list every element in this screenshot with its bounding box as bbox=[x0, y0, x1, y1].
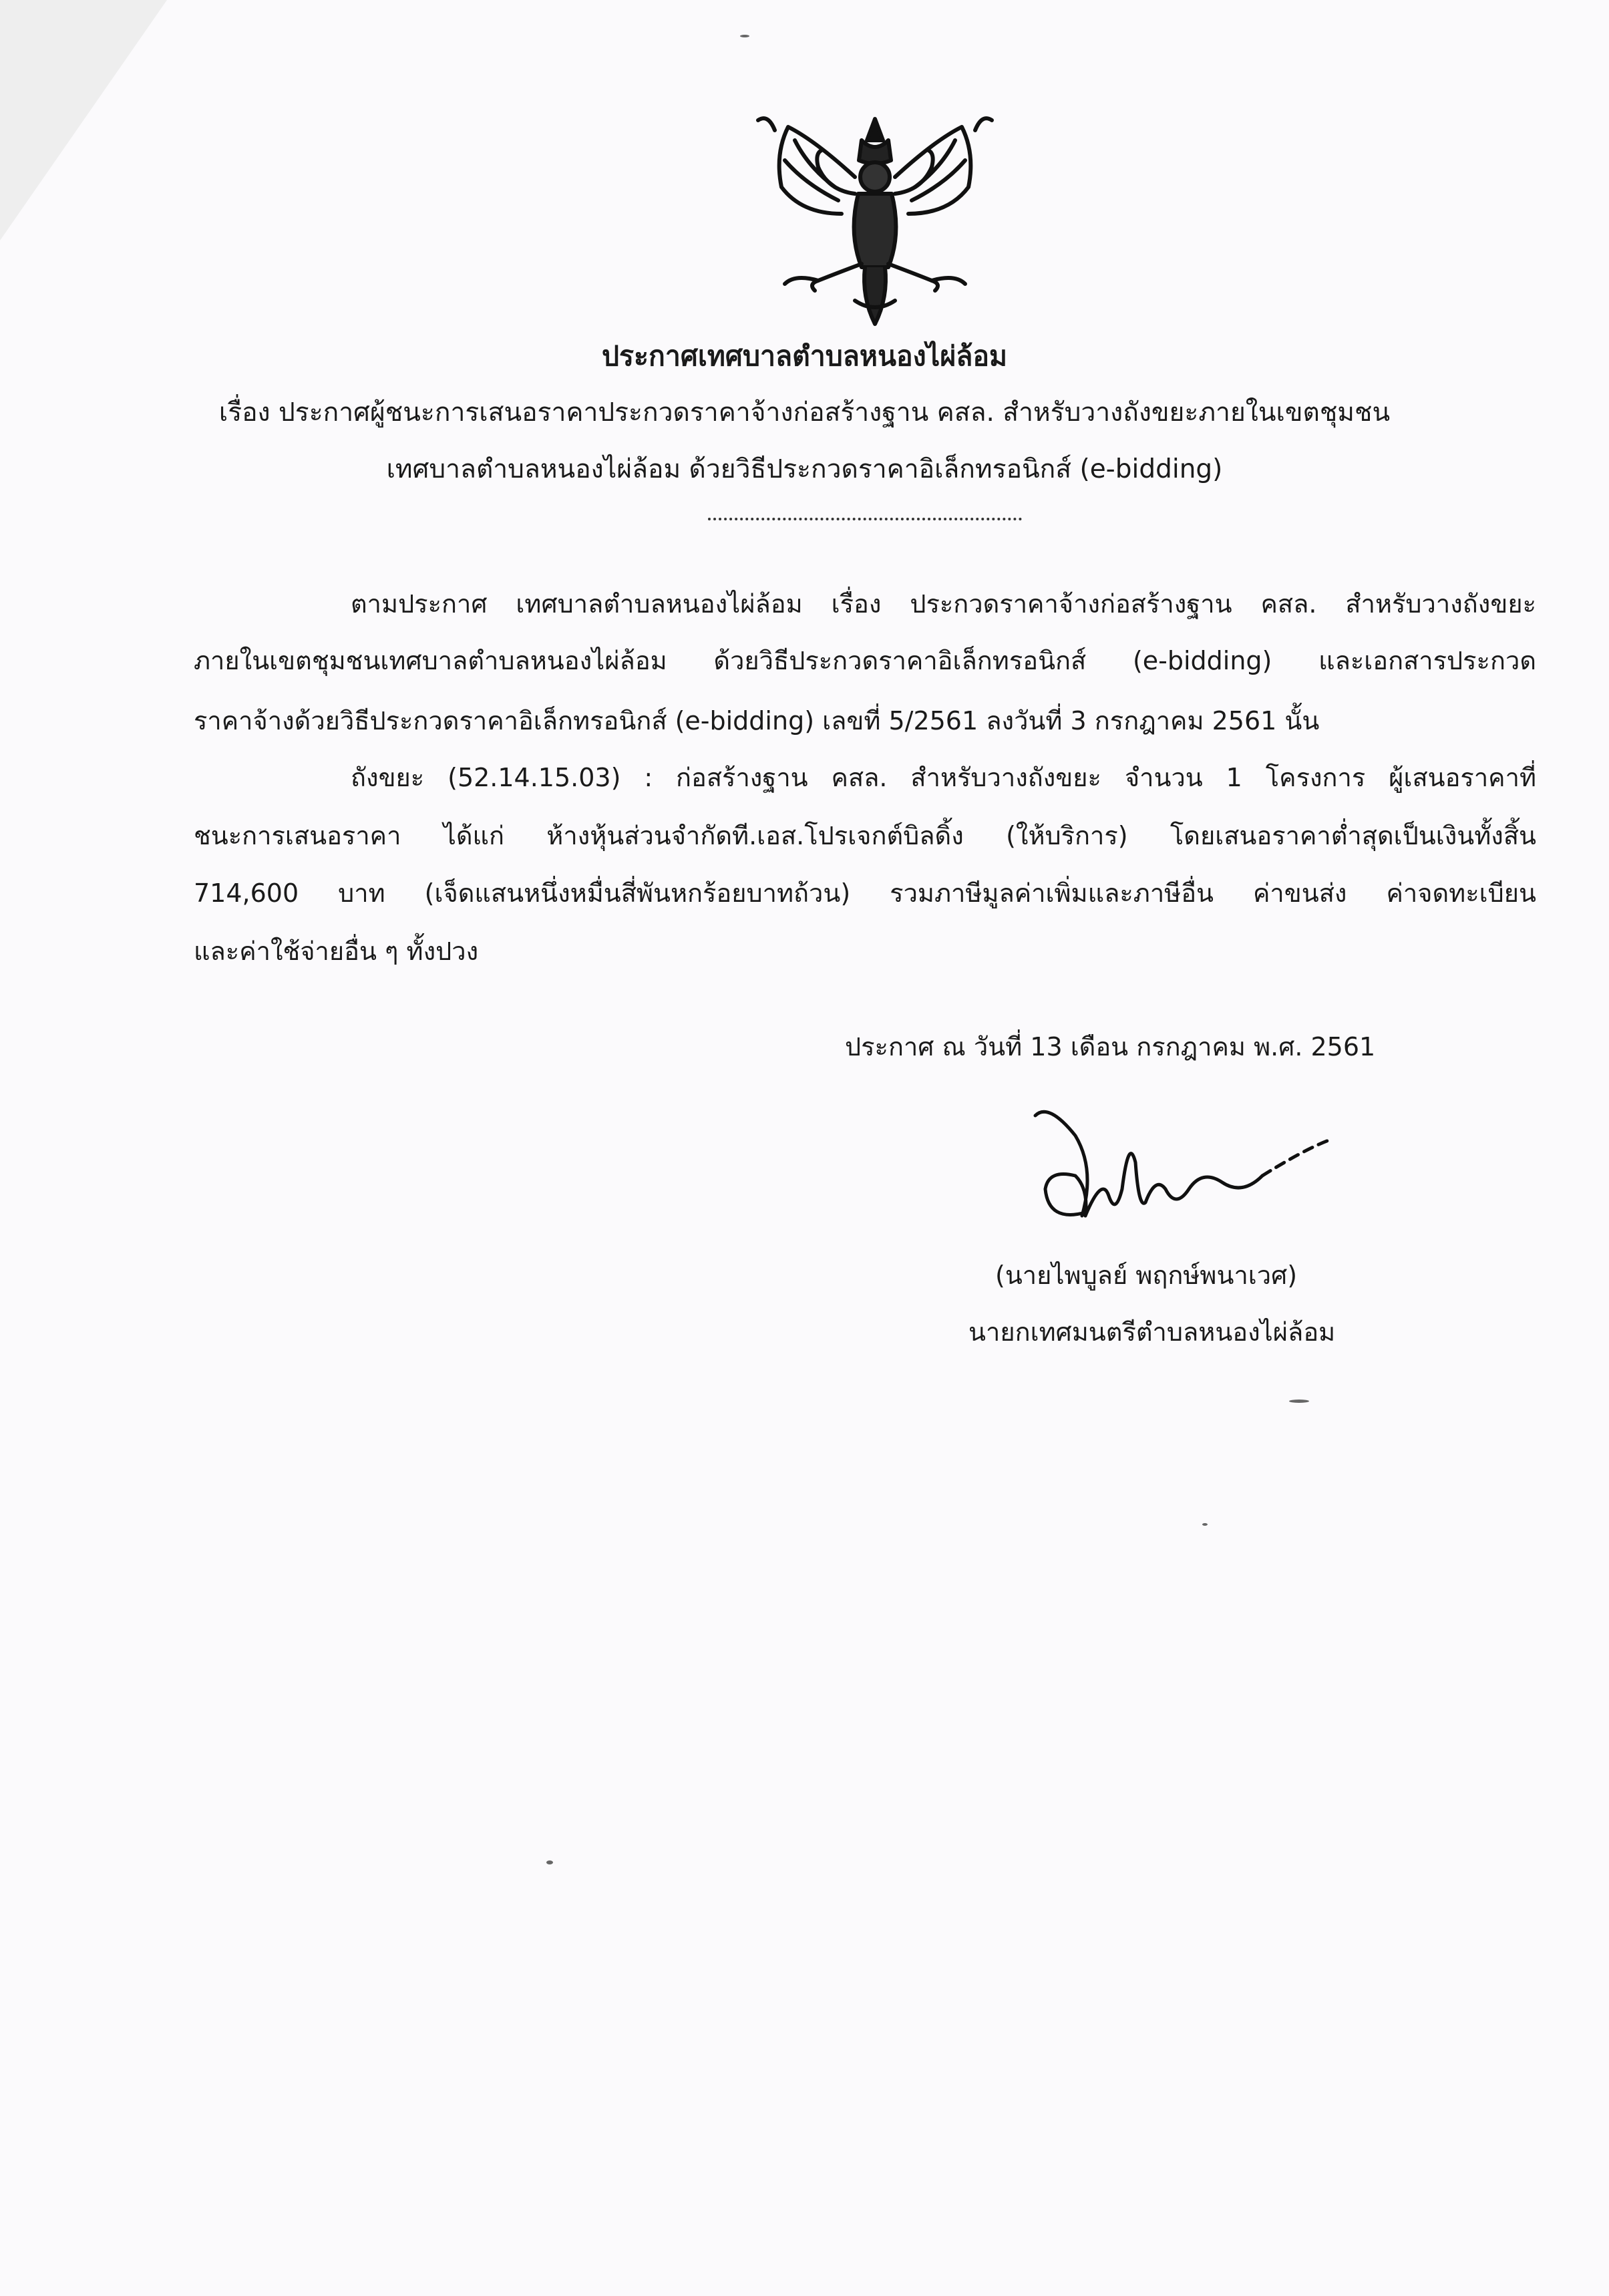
scan-speck bbox=[546, 1860, 553, 1864]
paragraph2-line-2: ชนะการเสนอราคา ได้แก่ ห้างหุ้นส่วนจำกัดที.เอส.โปรเจกต์บิลดิ้ง (ให้บริการ) โดยเสนอราคาต่ำสุดเป็นเงินทั้งสิ้น bbox=[194, 821, 1536, 850]
dotted-separator bbox=[708, 518, 1022, 520]
signer-title: นายกเทศมนตรีตำบลหนองไผ่ล้อม bbox=[968, 1317, 1336, 1347]
page-corner-fold bbox=[0, 0, 167, 240]
scan-speck bbox=[1202, 1523, 1208, 1526]
subject-line-2: เทศบาลตำบลหนองไผ่ล้อม ด้วยวิธีประกวดราคาอิเล็กทรอนิกส์ (e-bidding) bbox=[386, 454, 1223, 484]
handwritten-signature bbox=[1022, 1096, 1343, 1243]
document-title: ประกาศเทศบาลตำบลหนองไผ่ล้อม bbox=[601, 340, 1008, 372]
signer-name: (นายไพบูลย์ พฤกษ์พนาเวศ) bbox=[995, 1261, 1298, 1290]
paragraph2-line-3: 714,600 บาท (เจ็ดแสนหนึ่งหมื่นสี่พันหกร้อยบาทถ้วน) รวมภาษีมูลค่าเพิ่มและภาษีอื่น ค่าขนส่ง ค่าจดทะเบียน bbox=[194, 878, 1536, 908]
paragraph1-line-2: ภายในเขตชุมชนเทศบาลตำบลหนองไผ่ล้อม ด้วยวิธีประกวดราคาอิเล็กทรอนิกส์ (e-bidding) และเอกสารประกวด bbox=[194, 646, 1536, 675]
announcement-date: ประกาศ ณ วันที่ 13 เดือน กรกฎาคม พ.ศ. 2561 bbox=[845, 1032, 1376, 1061]
garuda-emblem-icon bbox=[755, 114, 995, 334]
paragraph1-line-3: ราคาจ้างด้วยวิธีประกวดราคาอิเล็กทรอนิกส์ (e-bidding) เลขที่ 5/2561 ลงวันที่ 3 กรกฎาคม 2561 นั้น bbox=[194, 706, 1320, 735]
subject-line-1: เรื่อง ประกาศผู้ชนะการเสนอราคาประกวดราคาจ้างก่อสร้างฐาน คสล. สำหรับวางถังขยะภายในเขตชุมชน bbox=[218, 397, 1391, 428]
scan-speck bbox=[740, 35, 749, 37]
paragraph2-line-4: และค่าใช้จ่ายอื่น ๆ ทั้งปวง bbox=[194, 937, 479, 966]
scan-speck bbox=[1289, 1400, 1309, 1403]
paragraph1-line-1: ตามประกาศ เทศบาลตำบลหนองไผ่ล้อม เรื่อง ประกวดราคาจ้างก่อสร้างฐาน คสล. สำหรับวางถังขยะ bbox=[351, 589, 1536, 619]
paragraph2-line-1: ถังขยะ (52.14.15.03) : ก่อสร้างฐาน คสล. สำหรับวางถังขยะ จำนวน 1 โครงการ ผู้เสนอราคาที่ bbox=[351, 763, 1536, 792]
